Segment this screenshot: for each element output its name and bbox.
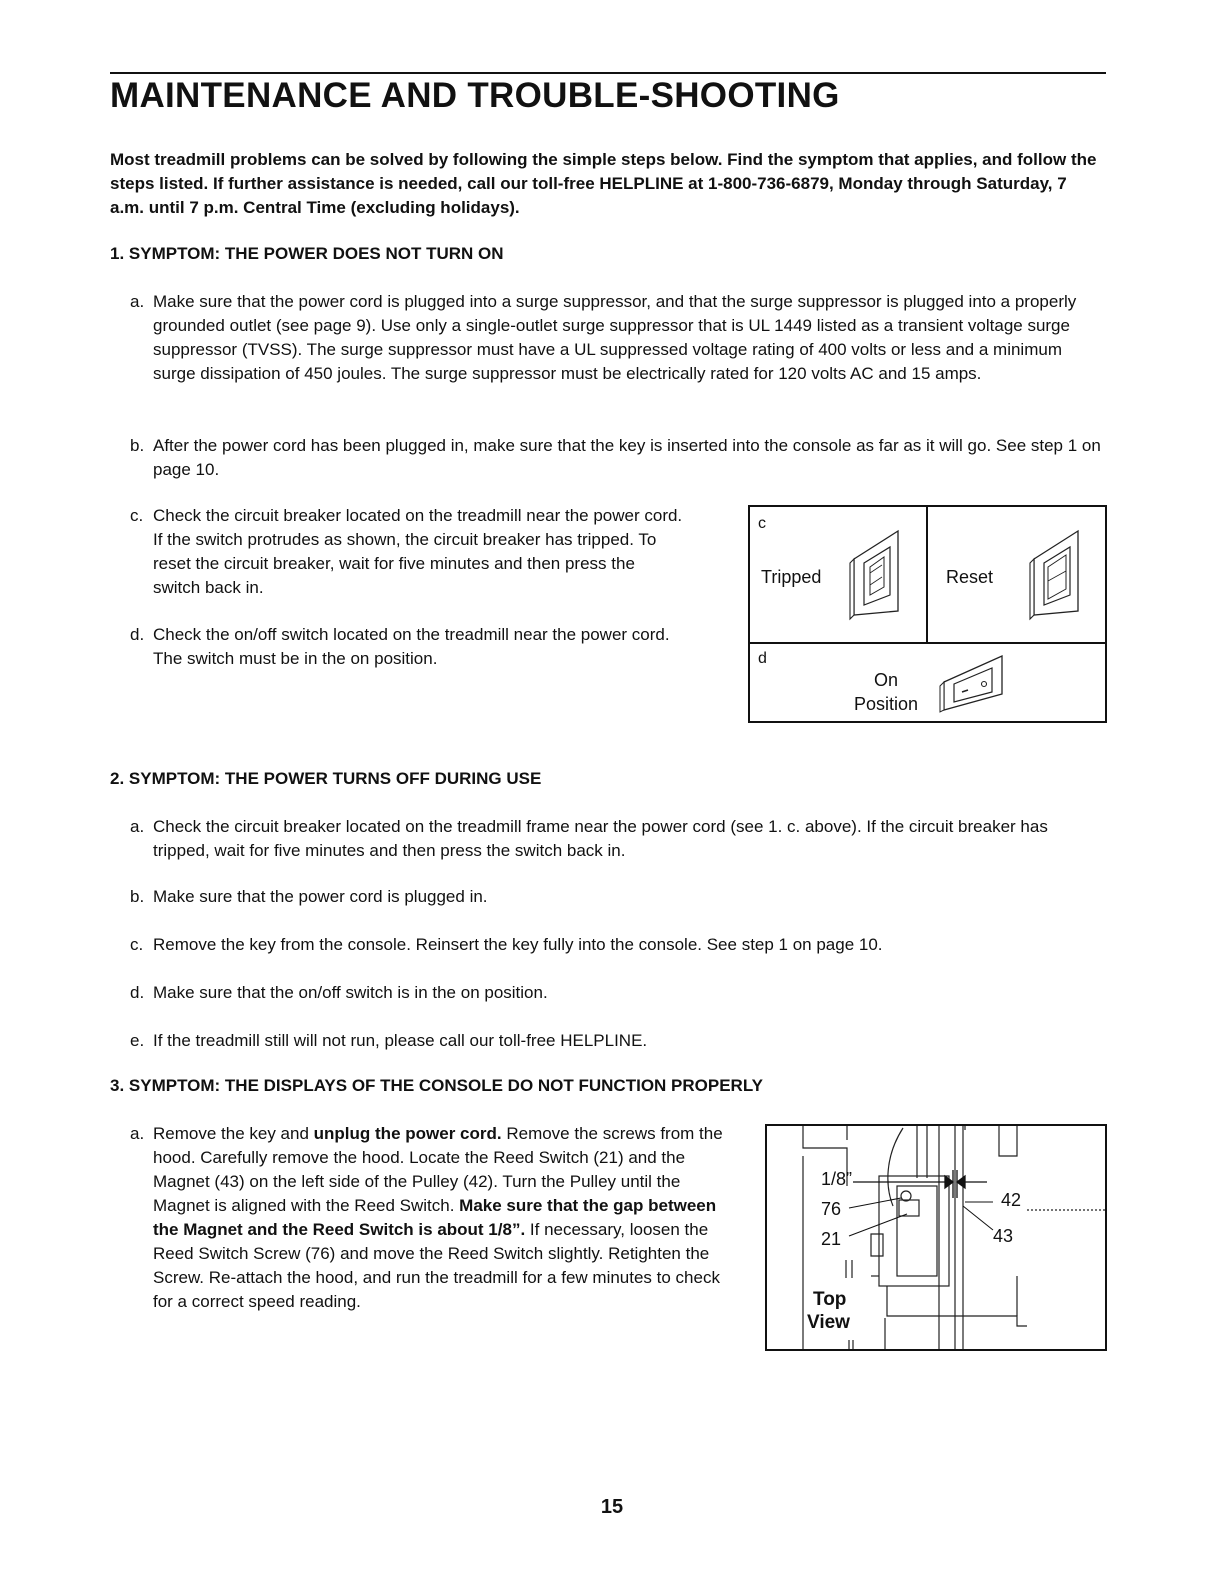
- reset-cell: [928, 507, 1105, 644]
- step-text-3: If necessary, loosen the Reed Switch Screw (76) and move the Reed Switch slightly. Retighten the Screw. Re-attach the hood, and run the treadmill for a few minutes to check for a correct speed reading.: [153, 1220, 720, 1311]
- callout-42: 42: [1001, 1190, 1022, 1210]
- symptom-2-step-c: [130, 933, 1103, 957]
- symptom-3-step-a: [130, 1122, 728, 1314]
- step-text: Make sure that the on/off switch is in the on position.: [153, 983, 548, 1002]
- step-label: a.: [130, 1124, 145, 1143]
- on-position-cell: [750, 644, 1105, 721]
- top-view-label-view: View: [807, 1312, 850, 1333]
- position-label: Position: [853, 694, 919, 714]
- step-text: Remove the key from the console. Reinsert the key fully into the console. See step 1 on page 10.: [153, 935, 883, 954]
- symptom-2-step-b: [130, 885, 1103, 909]
- page-number: 15: [600, 1496, 624, 1518]
- step-text-bold-1: unplug the power cord.: [313, 1124, 502, 1143]
- gap-label: 1/8”: [821, 1169, 853, 1189]
- symptom-1-step-a: [130, 290, 1103, 386]
- reset-breaker-icon: [1026, 525, 1086, 621]
- step-label: a.: [130, 817, 145, 836]
- intro-text: Most treadmill problems can be solved by following the simple steps below. Find the symptom that applies, and follow the steps listed. If further assistance is needed, call our toll-free HELPLINE at 1-800-736-6879, Monday through Saturday, 7 a.m. until 7 p.m. Central Time (excluding holidays).: [110, 150, 1097, 217]
- step-label: b.: [130, 436, 145, 455]
- tripped-breaker-icon: [846, 525, 906, 621]
- on-off-switch-icon: [938, 652, 1010, 714]
- symptom-2-step-a: [130, 815, 1103, 863]
- on-label: On: [873, 670, 898, 690]
- tripped-cell: [750, 507, 928, 644]
- step-text-2: Remove the screws from the hood. Carefully remove the hood. Locate the Reed Switch (21) and the Magnet (43) on the left side of the Pulley (42). Turn the Pulley until the Magnet is aligned with the Reed Switch.: [153, 1124, 723, 1215]
- tripped-label: Tripped: [761, 567, 822, 587]
- step-label: c.: [130, 506, 144, 525]
- figure-label-d: d: [758, 650, 767, 667]
- step-label: b.: [130, 887, 145, 906]
- step-text: Check the on/off switch located on the treadmill near the power cord. The switch must be in the on position.: [153, 625, 670, 668]
- step-text: If the treadmill still will not run, please call our toll-free HELPLINE.: [153, 1031, 648, 1050]
- symptom-3-heading: 3. SYMPTOM: THE DISPLAYS OF THE CONSOLE DO NOT FUNCTION PROPERLY: [110, 1076, 763, 1095]
- step-text-bold-2: Make sure that the gap between the Magnet and the Reed Switch is about 1/8”.: [153, 1196, 717, 1239]
- step-text: Check the circuit breaker located on the treadmill frame near the power cord (see 1. c. above). If the circuit breaker has tripped, wait for five minutes and then press the switch back in.: [153, 817, 1048, 860]
- step-text: Make sure that the power cord is plugged into a surge suppressor, and that the surge suppressor is plugged into a properly grounded outlet (see page 9). Use only a single-outlet surge suppressor that is UL 1449 listed as a transient voltage surge suppressor (TVSS). The surge suppressor must have a UL suppressed voltage rating of 400 volts or less and a minimum surge dissipation of 450 joules. The surge suppressor must be electrically rated for 120 volts AC and 15 amps.: [153, 292, 1077, 383]
- callout-76: 76: [821, 1199, 842, 1219]
- callout-21: 21: [821, 1229, 842, 1249]
- reset-label: Reset: [946, 567, 994, 587]
- figure-label-c: c: [758, 515, 766, 532]
- top-view-label-top: Top: [813, 1289, 847, 1310]
- reed-switch-figure: [765, 1124, 1107, 1351]
- step-text: After the power cord has been plugged in, make sure that the key is inserted into the console as far as it will go. See step 1 on page 10.: [153, 436, 1101, 479]
- step-label: a.: [130, 292, 145, 311]
- symptom-2-step-e: [130, 1029, 1103, 1053]
- symptom-1-step-b: [130, 434, 1103, 482]
- step-label: d.: [130, 983, 145, 1002]
- callout-43: 43: [993, 1226, 1014, 1246]
- step-label: c.: [130, 935, 144, 954]
- step-text-1: Remove the key and: [153, 1124, 314, 1143]
- symptom-2-step-d: [130, 981, 1103, 1005]
- title-rule: [110, 72, 1106, 74]
- symptom-1-step-d: [130, 623, 685, 671]
- symptom-1-heading: 1. SYMPTOM: THE POWER DOES NOT TURN ON: [110, 244, 504, 263]
- step-label: e.: [130, 1031, 145, 1050]
- page-title: MAINTENANCE AND TROUBLE-SHOOTING: [110, 76, 840, 115]
- step-text: Make sure that the power cord is plugged in.: [153, 887, 488, 906]
- symptom-2-heading: 2. SYMPTOM: THE POWER TURNS OFF DURING USE: [110, 769, 542, 788]
- breaker-switch-figure: [748, 505, 1107, 723]
- step-label: d.: [130, 625, 145, 644]
- step-text: Check the circuit breaker located on the treadmill near the power cord. If the switch protrudes as shown, the circuit breaker has tripped. To reset the circuit breaker, wait for five minutes and then press the switch back in.: [153, 506, 683, 597]
- symptom-1-step-c: [130, 504, 685, 600]
